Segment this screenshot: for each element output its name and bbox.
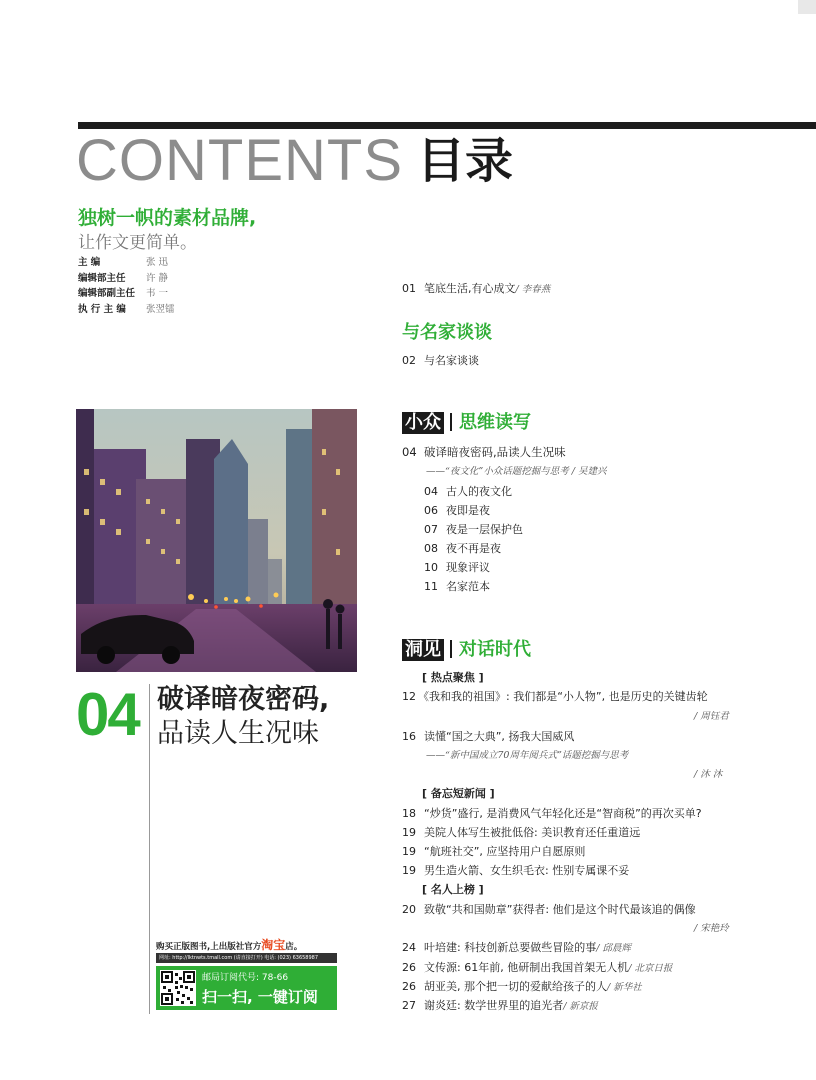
feature-title (157, 683, 329, 751)
staff-name: 张 迅 (146, 257, 169, 268)
toc-author: / 宋艳玲 (694, 923, 729, 934)
tag-people: [ 名人上榜 ] (422, 883, 484, 896)
promo-url-line: 网址: http://lktnwts.tmall.com (请直接打开) 电话: (023) 63658987 (156, 953, 337, 963)
feature-title-line1: 破译暗夜密码, (157, 684, 330, 715)
qr-code-icon[interactable] (160, 970, 196, 1006)
tag-hot: [ 热点聚焦 ] (422, 671, 484, 684)
toc-subtitle: ——“夜文化”小众话题挖掘与思考 / 吴建兴 (426, 466, 607, 477)
staff-row (78, 270, 175, 286)
promo-block (156, 938, 337, 1010)
subscribe-box[interactable] (156, 966, 337, 1010)
toc-entry[interactable]: 02 与名家谈谈 (402, 354, 479, 367)
staff-role: 编辑部主任 (78, 272, 126, 284)
toc-entry[interactable]: 10 现象评议 (424, 561, 490, 574)
toc-author: / 周钰君 (694, 711, 729, 722)
feature-number: 04 (76, 681, 139, 748)
corner-mark (798, 0, 816, 14)
toc-entry[interactable]: 19 “航班社交”, 应坚持用户自愿原则 (402, 845, 586, 858)
contents-en: CONTENTS (76, 128, 403, 193)
promo-buy-text: 购买正版图书,上出版社官方淘宝店。 (156, 938, 303, 952)
toc-entry[interactable]: 24 叶培建: 科技创新总要做些冒险的事/ 邱晨辉 (402, 941, 631, 954)
toc-entry[interactable]: 07 夜是一层保护色 (424, 523, 523, 536)
slogan-line1: 独树一帜的素材品牌, (78, 207, 257, 229)
scan-subscribe-label: 扫一扫, 一键订阅 (202, 988, 318, 1006)
toc-entry[interactable]: 01 笔底生活,有心成文/ 李春燕 (402, 282, 551, 295)
staff-row (78, 285, 175, 301)
toc-entry[interactable]: 26 胡亚美, 那个把一切的爱献给孩子的人/ 新华社 (402, 980, 642, 993)
section-head-talk: 与名家谈谈 (402, 322, 492, 343)
staff-role: 主 编 (78, 257, 101, 268)
toc-entry[interactable]: 16 读懂“国之大典”, 扬我大国威风 (402, 730, 575, 743)
feature-divider (149, 684, 150, 1014)
cover-photo (76, 409, 357, 672)
subscribe-code: 邮局订阅代号: 78-66 (202, 973, 289, 983)
toc-entry[interactable]: 26 文传源: 61年前, 他研制出我国首架无人机/ 北京日报 (402, 961, 673, 974)
contents-cn: 目录 (417, 133, 514, 189)
toc-entry[interactable]: 20 致敬“共和国勋章”获得者: 他们是这个时代最该追的偶像 (402, 903, 696, 916)
staff-name: 韦 一 (146, 288, 169, 299)
section-head-reading: 小众 思维读写 (402, 408, 531, 434)
section-box-label: 小众 (402, 412, 444, 434)
staff-list (78, 254, 175, 316)
staff-role: 执 行 主 编 (78, 303, 126, 315)
toc-entry[interactable]: 18 “炒货”盛行, 是消费风气年轻化还是“智商税”的再次买单? (402, 807, 702, 820)
toc-entry[interactable]: 04 古人的夜文化 (424, 485, 512, 498)
toc-entry[interactable]: 11 名家范本 (424, 580, 490, 593)
section-separator (450, 640, 452, 658)
slogan-line2: 让作文更简单。 (78, 233, 197, 253)
staff-row (78, 254, 175, 270)
section-head-insight: 洞见 对话时代 (402, 635, 531, 661)
staff-name: 许 静 (146, 272, 169, 284)
toc-subtitle: ——“新中国成立70周年阅兵式”话题挖掘与思考 (426, 750, 629, 761)
section-box-label: 洞见 (402, 639, 444, 661)
toc-entry[interactable]: 08 夜不再是夜 (424, 542, 501, 555)
toc-entry[interactable]: 19 男生造火箭、女生织毛衣: 性别专属课不妥 (402, 864, 630, 877)
city-night-photo (76, 409, 357, 672)
feature-title-line2: 品读人生况味 (157, 718, 319, 749)
toc-entry[interactable]: 06 夜即是夜 (424, 504, 490, 517)
toc-entry-main[interactable]: 04 破译暗夜密码,品读人生况味 (402, 445, 566, 459)
section-separator (450, 413, 452, 431)
staff-row (78, 301, 175, 317)
toc-entry[interactable]: 12 《我和我的祖国》: 我们都是“小人物”, 也是历史的关键齿轮 (402, 690, 708, 703)
staff-role: 编辑部副主任 (78, 288, 136, 299)
toc-author: / 沐 沐 (694, 769, 723, 780)
contents-title (76, 130, 513, 192)
taobao-logo: 淘宝 (261, 938, 286, 952)
toc-entry[interactable]: 27 谢炎廷: 数学世界里的追光者/ 新京报 (402, 999, 598, 1012)
tag-news: [ 备忘短新闻 ] (422, 787, 495, 800)
staff-name: 张翌镭 (146, 303, 175, 315)
toc-entry[interactable]: 19 美院人体写生被批低俗: 美识教育还任重道远 (402, 826, 641, 839)
